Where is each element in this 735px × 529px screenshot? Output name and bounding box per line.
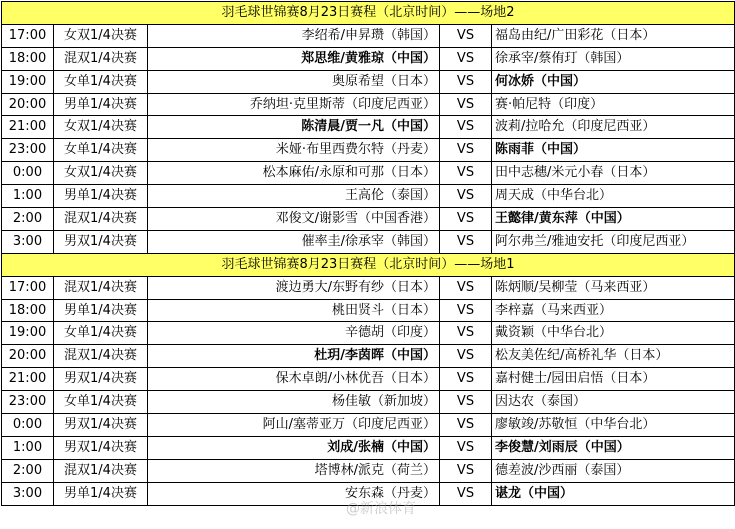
versus-label: VS [440,185,492,208]
table-row [2,391,735,414]
player-one: 催率圭/徐承宰（韩国） [148,230,440,253]
table-row [2,70,735,93]
match-event: 男双1/4决赛 [54,368,148,391]
player-one: 塔博林/派克（荷兰） [148,459,440,482]
match-event: 混双1/4决赛 [54,47,148,70]
player-two: 徐承宰/蔡侑玎（韩国） [492,47,735,70]
player-one: 杨佳敏（新加坡） [148,391,440,414]
match-time: 3:00 [2,482,54,505]
player-one: 奥原希望（日本） [148,70,440,93]
match-event: 男双1/4决赛 [54,436,148,459]
versus-label: VS [440,139,492,162]
versus-label: VS [440,116,492,139]
player-one: 渡边勇大/东野有纱（日本） [148,276,440,299]
match-time: 21:00 [2,368,54,391]
match-event: 男单1/4决赛 [54,185,148,208]
player-two: 陈炳顺/吴柳莹（马来西亚） [492,276,735,299]
player-two: 嘉村健士/园田启悟（日本） [492,368,735,391]
table-row [2,185,735,208]
section-header [2,253,735,276]
versus-label: VS [440,70,492,93]
table-row [2,368,735,391]
match-time: 0:00 [2,162,54,185]
table-row [2,482,735,505]
player-one: 杜玥/李茵晖（中国） [148,345,440,368]
match-event: 男双1/4决赛 [54,414,148,437]
player-one: 陈清晨/贾一凡（中国） [148,116,440,139]
match-time: 17:00 [2,24,54,47]
table-row [2,299,735,322]
match-event: 混双1/4决赛 [54,345,148,368]
table-row [2,24,735,47]
match-event: 女双1/4决赛 [54,24,148,47]
player-one: 辛德胡（印度） [148,322,440,345]
table-row [2,116,735,139]
match-time: 21:00 [2,116,54,139]
versus-label: VS [440,322,492,345]
versus-label: VS [440,482,492,505]
match-time: 19:00 [2,322,54,345]
player-two: 廖敏竣/苏敬恒（中华台北） [492,414,735,437]
table-row [2,93,735,116]
match-time: 2:00 [2,459,54,482]
match-time: 2:00 [2,208,54,231]
player-two: 松友美佐纪/高桥礼华（日本） [492,345,735,368]
player-one: 乔纳坦·克里斯蒂（印度尼西亚） [148,93,440,116]
versus-label: VS [440,299,492,322]
table-row [2,162,735,185]
watermark: @新浪体育 [346,501,416,517]
table-row [2,47,735,70]
match-event: 混双1/4决赛 [54,208,148,231]
match-event: 男单1/4决赛 [54,482,148,505]
versus-label: VS [440,208,492,231]
versus-label: VS [440,414,492,437]
table-row [2,345,735,368]
match-time: 18:00 [2,299,54,322]
player-one: 米娅·布里西费尔特（丹麦） [148,139,440,162]
player-two: 德差波/沙西丽（泰国） [492,459,735,482]
schedule-body [2,2,735,506]
player-two: 谌龙（中国） [492,482,735,505]
versus-label: VS [440,276,492,299]
match-event: 女单1/4决赛 [54,322,148,345]
table-row [2,208,735,231]
player-one: 郑思维/黄雅琼（中国） [148,47,440,70]
player-one: 桃田贤斗（日本） [148,299,440,322]
match-time: 1:00 [2,185,54,208]
versus-label: VS [440,93,492,116]
match-time: 0:00 [2,414,54,437]
player-two: 戴资颖（中华台北） [492,322,735,345]
player-two: 因达农（泰国） [492,391,735,414]
player-two: 赛·帕尼特（印度） [492,93,735,116]
match-event: 女单1/4决赛 [54,391,148,414]
versus-label: VS [440,436,492,459]
match-time: 17:00 [2,276,54,299]
table-row [2,276,735,299]
match-event: 女双1/4决赛 [54,162,148,185]
player-two: 福岛由纪/广田彩花（日本） [492,24,735,47]
player-two: 周天成（中华台北） [492,185,735,208]
player-two: 田中志穗/米元小春（日本） [492,162,735,185]
player-one: 保木卓朗/小林优吾（日本） [148,368,440,391]
player-two: 何冰娇（中国） [492,70,735,93]
match-time: 1:00 [2,436,54,459]
section-title: 羽毛球世锦赛8月23日赛程（北京时间）——场地2 [2,2,735,25]
versus-label: VS [440,24,492,47]
player-one: 松本麻佑/永原和可那（日本） [148,162,440,185]
match-event: 女单1/4决赛 [54,139,148,162]
match-time: 23:00 [2,139,54,162]
player-one: 王高伦（泰国） [148,185,440,208]
player-two: 陈雨菲（中国） [492,139,735,162]
match-event: 男单1/4决赛 [54,93,148,116]
versus-label: VS [440,162,492,185]
versus-label: VS [440,345,492,368]
schedule-table [1,1,735,506]
table-row [2,459,735,482]
table-row [2,414,735,437]
table-row [2,436,735,459]
player-two: 李俊慧/刘雨辰（中国） [492,436,735,459]
versus-label: VS [440,391,492,414]
match-event: 混双1/4决赛 [54,276,148,299]
match-time: 19:00 [2,70,54,93]
table-row [2,322,735,345]
match-event: 男双1/4决赛 [54,230,148,253]
versus-label: VS [440,230,492,253]
match-event: 女双1/4决赛 [54,116,148,139]
versus-label: VS [440,368,492,391]
match-time: 20:00 [2,345,54,368]
versus-label: VS [440,459,492,482]
table-row [2,139,735,162]
player-two: 李梓嘉（马来西亚） [492,299,735,322]
match-time: 20:00 [2,93,54,116]
player-one: 刘成/张楠（中国） [148,436,440,459]
match-event: 男单1/4决赛 [54,299,148,322]
table-row [2,230,735,253]
player-one: 阿山/塞蒂亚万（印度尼西亚） [148,414,440,437]
match-event: 混双1/4决赛 [54,459,148,482]
player-two: 波莉/拉哈允（印度尼西亚） [492,116,735,139]
player-two: 阿尔弗兰/雅迪安托（印度尼西亚） [492,230,735,253]
match-time: 18:00 [2,47,54,70]
section-header [2,2,735,25]
section-title: 羽毛球世锦赛8月23日赛程（北京时间）——场地1 [2,253,735,276]
match-event: 女单1/4决赛 [54,70,148,93]
versus-label: VS [440,47,492,70]
player-two: 王懿律/黄东萍（中国） [492,208,735,231]
player-one: 安东森（丹麦） [148,482,440,505]
match-time: 3:00 [2,230,54,253]
player-one: 邓俊文/谢影雪（中国香港） [148,208,440,231]
match-time: 23:00 [2,391,54,414]
player-one: 李绍希/申昇瓒（韩国） [148,24,440,47]
